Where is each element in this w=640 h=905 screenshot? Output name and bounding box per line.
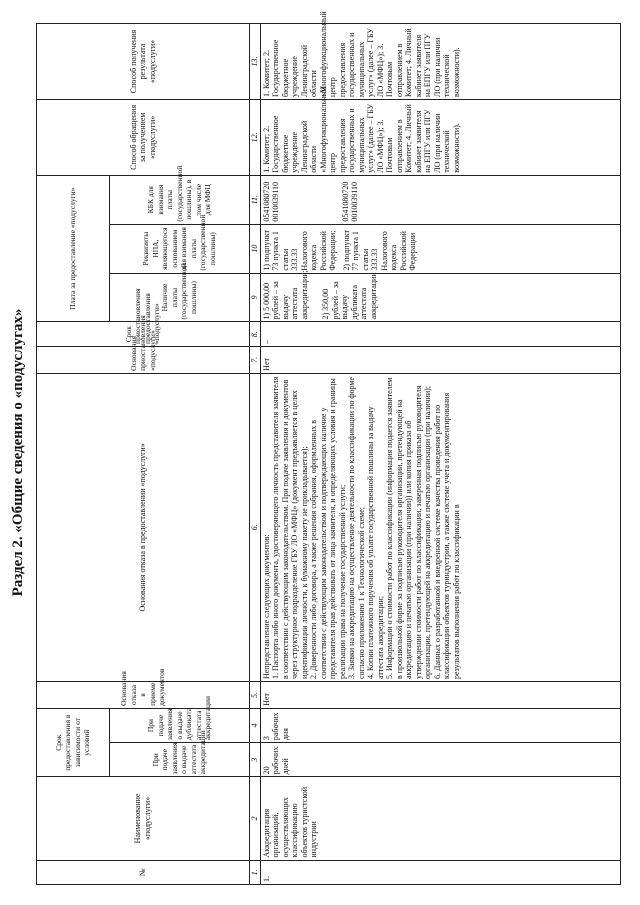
row-suspend-term: – xyxy=(260,322,620,346)
col-number: 9 xyxy=(249,273,260,322)
header-refuse-provide: Основания отказа в предоставлении «подуслуги» xyxy=(37,373,250,681)
refuse-line: 4. Копии платежного поручения об уплате государственной пошлины за выдачу аттестата аккредитации; xyxy=(366,406,385,680)
header-name: Наименование «подуслуги» xyxy=(37,777,250,860)
table-row xyxy=(260,24,620,885)
row-fee-kbk xyxy=(260,175,620,224)
row-suspend: Нет xyxy=(260,346,620,373)
header-term-reg: При подаче заявления о выдаче аттестата аккредитации xyxy=(109,743,249,777)
refuse-line: 2. Доверенности либо договора, а также решения собрания, оформленных в соответствии с действующим законодательством и подтверждающих наличие у представителя прав действовать от лица заявителя, и определяющих условия и границы реализации права на получение государственной услуги; xyxy=(309,378,347,680)
row-term-reg: 20 рабочих дней xyxy=(260,743,620,777)
fee-kbk-2: 05410807200010039110 xyxy=(340,181,360,222)
col-number: 11. xyxy=(249,175,260,224)
row-apply-way: 1. Комитет; 2. Государственное бюджетное учреждение Ленинградской области «Многофункциональный центр предоставления государственных и муниципальных услуг» (далее – ГБУ ЛО «МФЦ»); 3. Почтовым отправлением в Комитет; 4. Личный кабинет заявителя на ЕПГУ или ПГУ ЛО (при наличии технической возможности). xyxy=(260,99,620,175)
column-number-row xyxy=(249,24,260,885)
col-number: 1. xyxy=(249,860,260,884)
fee-present-1: 1) 5 000,00 рублей – за выдачу аттестата аккредитации; xyxy=(261,270,309,320)
col-number: 5. xyxy=(249,682,260,709)
row-fee-npa xyxy=(260,224,620,273)
refuse-line: Непредставление следующих документов: xyxy=(261,534,271,680)
header-fee-kbk: КБК для взимания платы (государственной пошлины), в том числе для МФЦ xyxy=(109,175,249,224)
header-no: № xyxy=(37,860,250,884)
fee-npa-1: 1) подпункт 73 пункта 1 статьи 333.33 Налогового кодекса Российской Федерации; xyxy=(261,229,338,271)
col-number: 8. xyxy=(249,322,260,346)
section-title: Раздел 2. «Общие сведения о «подуслугах» xyxy=(10,308,26,597)
col-number: 12. xyxy=(249,99,260,175)
services-table xyxy=(36,11,621,885)
header-term-group: Срок предоставления в зависимости от условий xyxy=(37,708,110,776)
row-refuse-accept: Нет xyxy=(260,682,620,709)
fee-npa-2: 2) подпункт 77 пункта 1 статьи 333.33 Налогового кодекса Российской Федерации xyxy=(341,229,418,271)
refuse-line: 6. Данных о разработанной и внедренной системе качества проведения работ по классификации объектов туриндустрии, а также системе учета и документирования результатов выполнения работ по классификации в xyxy=(432,392,461,680)
header-fee-npa: Реквизиты НПА, являющегося основанием для взимания платы (государственной пошлины) xyxy=(109,224,249,273)
header-row-1 xyxy=(37,24,110,885)
row-name: Аккредитация организаций, осуществляющих классификацию объектов туристской индустрии xyxy=(260,777,620,860)
header-term-other: При подаче заявления о выдаче дубликата аттестата аккредитации xyxy=(109,708,249,742)
col-number: 6. xyxy=(249,373,260,681)
row-refuse-provide xyxy=(260,373,620,681)
col-number: 13. xyxy=(249,24,260,100)
row-term-other: 3 рабочих дня xyxy=(260,708,620,742)
col-number: 2 xyxy=(249,777,260,860)
header-fee-group: Плата за предоставление «подуслуги» xyxy=(37,175,110,322)
row-result-way: 1. Комитет; 2. Государственное бюджетное учреждение Ленинградской области «Многофункциональный центр предоставления государственных и муниципальных услуг» (далее – ГБУ ЛО «МФЦ»); 3. Почтовым отправлением в Комитет; 4. Личный кабинет заявителя на ЕПГУ или ПГУ ЛО (при наличии технической возможности). xyxy=(260,24,620,100)
header-refuse-accept: Основания отказа в приеме документов xyxy=(37,682,250,709)
refuse-line: 3. Заявки на аккредитацию на осуществление деятельности по классификации по форме согласно приложению 1 к Технологической схеме; xyxy=(347,376,366,680)
header-fee-present: Наличие платы (государственной пошлины) xyxy=(109,273,249,322)
row-fee-present xyxy=(260,270,620,322)
fee-present-2: 2) 350,00 рублей – за выдачу дубликата аттестата аккредитации xyxy=(321,272,378,320)
col-number: 7. xyxy=(249,346,260,373)
col-number: 4 xyxy=(249,708,260,742)
col-number: 10 xyxy=(249,224,260,273)
col-number: 3 xyxy=(249,743,260,777)
refuse-line: 1. Паспорта либо иного документа, удостоверяющего личность представителя заявителя в соответствии с действующим законодательством. При подаче заявления и документов через структурное подразделение ГБУ ЛО «МФЦ» (документ предъявляется в целях идентификации личности, к бумажному пакету не прикладывается); xyxy=(271,376,309,680)
header-suspend-term: Срок приостановления предоставления «подуслуги» xyxy=(37,322,250,346)
header-suspend: Основания приостановления «подуслуги» xyxy=(37,346,250,373)
refuse-line: 5. Информации о стоимости работ по классификации (информация подается заявителем в произвольной форме за подписью руководителя организации, претендующей на аккредитацию и печатью организации (при наличии)) или копия приказа об утверждении стоимости работ по классификации, заверенная подписью руководителя организации, претендующей на аккредитацию и печатью организации (при наличии); xyxy=(385,377,433,680)
row-no: 1. xyxy=(260,860,620,884)
header-result-way: Способ получения результата «подуслуги» xyxy=(37,24,250,100)
header-apply-way: Способ обращения за получением «подуслуги» xyxy=(37,99,250,175)
fee-kbk-1: 05410807200010039110 xyxy=(261,181,281,222)
